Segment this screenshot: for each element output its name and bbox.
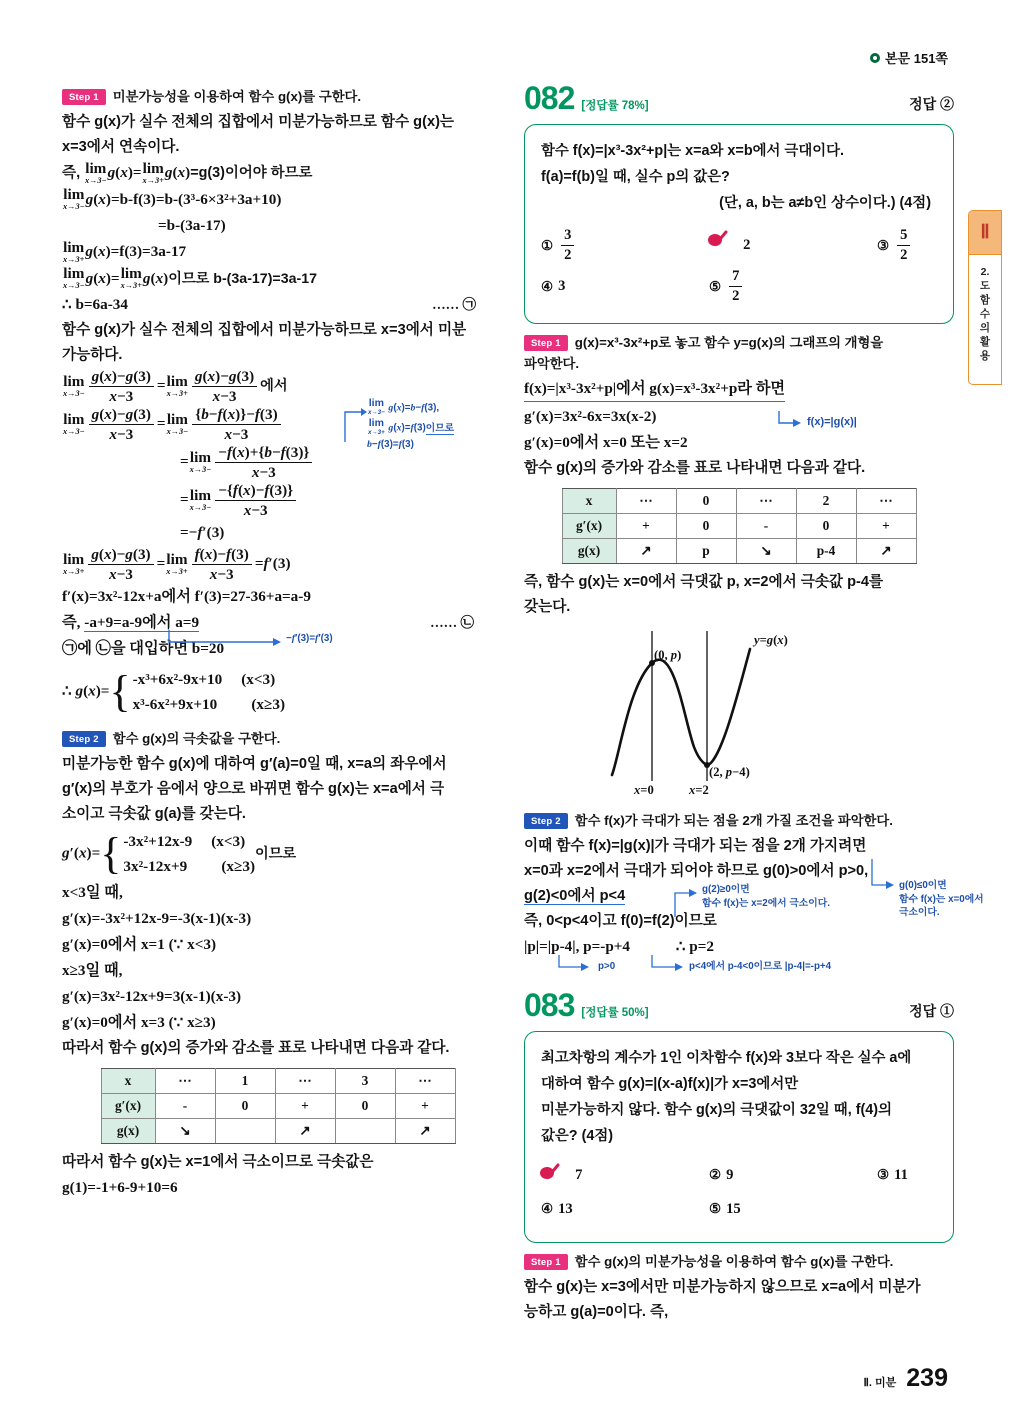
table-cell: - <box>155 1094 215 1119</box>
step-1-header <box>524 333 954 352</box>
solution-equation: ㉠에 ㉡을 대입하면 b=20 <box>62 640 225 658</box>
table-cell: 3 <box>335 1069 395 1094</box>
question-line: 값은? (4점) <box>541 1128 614 1144</box>
check-mark-icon <box>539 1162 561 1184</box>
note-line: g(0)≤0이면 <box>899 880 947 891</box>
table-cell: ↗ <box>395 1119 455 1144</box>
solution-equation: lim x→3− $\frac{g(x)-g(3)}{x-3}$ = lim x→3− $\frac{\{b-f(x)\}-f(3)}{x-3}$ <box>62 406 494 443</box>
solution-equation: =−f′(3) <box>180 524 225 542</box>
solution-equation: = lim x→3− $\frac{-\{f(x)-f(3)\}}{x-3}$ <box>62 482 494 519</box>
table-cell: ↗ <box>616 539 676 564</box>
side-tab-char: 2. <box>980 266 990 278</box>
problem-083-question-box <box>524 1031 954 1243</box>
choice-denominator: 2 <box>732 288 740 304</box>
table-cell: 0 <box>335 1094 395 1119</box>
solution-line-text: x=0과 x=2에서 극대가 되어야 하므로 g(0)>0에서 p>0, <box>524 863 869 879</box>
choice-value: 2 <box>743 237 751 253</box>
choice-row <box>541 1194 937 1224</box>
table-cell: - <box>736 514 796 539</box>
question-line: 함수 f(x)=|x³-3x²+p|는 x=a와 x=b에서 극대이다. <box>541 143 845 159</box>
choice-id: ③ <box>877 237 890 253</box>
solution-line: x=3에서 연속이다. <box>62 139 180 155</box>
solution-equation: lim x→3+ $\frac{g(x)-g(3)}{x-3}$ = lim x→3+ $\frac{f(x)-f(3)}{x-3}$ =f′(3) <box>63 546 291 584</box>
step-chip: Step 2 <box>62 731 106 747</box>
left-column <box>62 78 494 1201</box>
choice-numerator: 5 <box>897 227 910 246</box>
problem-number: 083 <box>524 987 575 1023</box>
answer-label: 정답 ① <box>909 1003 954 1019</box>
blue-annotation-left <box>702 883 892 910</box>
piecewise-row: x³-6x²+9x+10 (x≥3) <box>132 696 286 714</box>
page-header-reference <box>870 48 948 67</box>
solution-equation: x<3일 때, <box>62 884 123 902</box>
solution-equation: =b-(3a-17) <box>158 217 226 235</box>
problem-082-question-box <box>524 124 954 324</box>
eq-body: =f(3)=3a-17 <box>110 243 187 261</box>
choice-option-4[interactable] <box>541 268 709 305</box>
callout-arrow-icon <box>869 859 899 893</box>
solution-equation: lim x→3− $\frac{g(x)-g(3)}{x-3}$ = lim x→3+ $\frac{g(x)-g(3)}{x-3}$ 에서 <box>63 368 288 406</box>
solution-line: 함수 g(x)는 x=3에서만 미분가능하지 않으므로 x=a에서 미분가 <box>524 1279 921 1295</box>
step-title: 함수 g(x)의 극솟값을 구한다. <box>112 731 281 747</box>
eq-body: -a+9=a-9에서 a=9 <box>84 614 200 632</box>
table-cell: p-4 <box>796 539 856 564</box>
solution-equation-piecewise: g′(x)= { -3x²+12x-9 (x<3) 3x²-12x+9 (x≥3) 이므로 <box>62 828 297 878</box>
solution-line: 따라서 함수 g(x)의 증가와 감소를 표로 나타내면 다음과 같다. <box>62 1040 450 1057</box>
eq-suffix: 에서 <box>260 378 288 395</box>
table-cell <box>215 1119 275 1144</box>
eq-tag: …… ㉠ <box>432 297 476 313</box>
solution-line: 능하고 g(a)=0이다. 즉, <box>524 1304 669 1320</box>
solution-equation <box>62 292 494 317</box>
check-mark-icon <box>707 229 729 251</box>
step-chip: Step 1 <box>524 1254 568 1270</box>
note-line: lim x→3+ g(x)=f(3)이므로 <box>368 417 455 437</box>
choice-option-2[interactable] <box>709 227 877 264</box>
chapter-side-tab <box>968 210 1002 385</box>
blue-annotation: −f′(3)=f′(3) <box>286 633 333 645</box>
solution-equation: g′(x)=0에서 x=1 (∵ x<3) <box>62 936 217 954</box>
eq-prefix: 즉, <box>62 614 81 632</box>
graph-label-x0: x=0 <box>634 783 654 797</box>
variation-table-082 <box>562 488 917 564</box>
correct-rate: [정답률 78%] <box>581 100 649 112</box>
eq-suffix: 이므로 b-(3a-17)=3a-17 <box>168 270 317 287</box>
step-title: 미분가능성을 이용하여 함수 g(x)를 구한다. <box>112 89 362 104</box>
eq-suffix: 이므로 <box>255 845 297 862</box>
blue-annotation <box>367 398 454 452</box>
table-row-head: g′(x) <box>101 1094 155 1119</box>
table-cell: + <box>275 1094 335 1119</box>
choice-option-5[interactable] <box>709 1194 877 1224</box>
table-cell: ⋯ <box>856 489 916 514</box>
choice-id: ⑤ <box>709 1201 722 1216</box>
choice-row <box>541 1160 937 1190</box>
step-title: g(x)=x³-3x²+p로 놓고 함수 y=g(x)의 그래프의 개형을 <box>574 335 884 350</box>
footer-chapter: Ⅱ. 미분 <box>863 1377 897 1389</box>
solution-equation: g(1)=-1+6-9+10=6 <box>62 1179 178 1197</box>
solution-equation: x≥3일 때, <box>62 962 123 980</box>
piecewise-row: -x³+6x²-9x+10 (x<3) <box>132 671 276 689</box>
step-title: 함수 f(x)가 극대가 되는 점을 2개 가질 조건을 파악한다. <box>574 813 893 828</box>
table-cell: + <box>395 1094 455 1119</box>
table-cell: 0 <box>676 514 736 539</box>
table-cell: 2 <box>796 489 856 514</box>
graph-label-max: (0, p) <box>654 648 682 662</box>
solution-line: 함수 g(x)가 실수 전체의 집합에서 미분가능하므로 x=3에서 미분 <box>62 322 467 339</box>
choice-option-3[interactable] <box>877 1160 908 1190</box>
table-row-head: g(x) <box>101 1119 155 1144</box>
table-row <box>562 514 916 539</box>
table-row <box>101 1094 455 1119</box>
solution-line: g′(x)의 부호가 음에서 양으로 바뀌면 함수 g(x)는 x=a에서 극 <box>62 781 445 798</box>
step-title-cont: 파악한다. <box>524 356 580 371</box>
eq-prefix: 즉, <box>62 165 81 181</box>
note-line: 함수 f(x)는 x=2에서 극소이다. <box>702 897 830 909</box>
piecewise-row: -3x²+12x-9 (x<3) <box>123 833 246 851</box>
footer-page-number: 239 <box>906 1364 948 1392</box>
solution-line: 함수 g(x)의 증가와 감소를 표로 나타내면 다음과 같다. <box>524 460 866 476</box>
table-cell: ⋯ <box>395 1069 455 1094</box>
solution-line: 즉, 함수 g(x)는 x=0에서 극댓값 p, x=2에서 극솟값 p-4를 <box>524 574 884 590</box>
choice-denominator: 2 <box>900 247 908 263</box>
solution-equation: g′(x)=0에서 x=0 또는 x=2 <box>524 434 688 451</box>
choice-id: ② <box>709 1167 722 1182</box>
table-cell: 0 <box>215 1094 275 1119</box>
eq-suffix: =g(3)이어야 하므로 <box>190 165 313 181</box>
table-cell: + <box>856 514 916 539</box>
choice-numerator: 3 <box>561 227 574 246</box>
ring-icon <box>870 53 880 63</box>
choice-id: ③ <box>877 1167 890 1182</box>
solution-equation: lim x→3+ g(x)=f(3)=3a-17 <box>63 238 187 264</box>
table-cell: p <box>676 539 736 564</box>
problem-083-header <box>524 987 954 1024</box>
answer-label: 정답 ② <box>909 96 954 112</box>
choice-value: 15 <box>726 1200 741 1217</box>
choice-value: 11 <box>894 1166 908 1183</box>
solution-line: 갖는다. <box>524 599 571 615</box>
table-row <box>562 489 916 514</box>
table-cell: ↘ <box>736 539 796 564</box>
step-chip: Step 1 <box>62 89 106 105</box>
step-1-header <box>62 87 494 106</box>
page-footer <box>864 1364 949 1393</box>
question-line: 대하여 함수 g(x)=|(x-a)f(x)|가 x=3에서만 <box>541 1076 799 1092</box>
graph-label-x2: x=2 <box>689 783 709 797</box>
choice-value: 13 <box>558 1200 573 1217</box>
correct-rate: [정답률 50%] <box>581 1007 649 1019</box>
choice-option-4[interactable] <box>541 1194 709 1224</box>
table-row <box>101 1119 455 1144</box>
step-title: 함수 g(x)의 미분가능성을 이용하여 함수 g(x)를 구한다. <box>574 1254 894 1269</box>
note-line: 함수 f(x)는 x=0에서 <box>899 893 984 905</box>
choice-id: ④ <box>541 278 554 294</box>
step-chip: Step 2 <box>524 813 568 829</box>
choice-row <box>541 227 937 264</box>
blue-annotation: f(x)=|g(x)| <box>807 416 857 428</box>
problem-082-header <box>524 80 954 117</box>
table-cell: ⋯ <box>616 489 676 514</box>
graph-label-curve: y=g(x) <box>754 633 788 647</box>
right-column <box>524 78 984 1325</box>
solution-equation-piecewise: ∴ g(x)= { -x³+6x²-9x+10 (x<3) x³-6x²+9x+10 (x≥3) <box>62 666 286 716</box>
cubic-graph-figure <box>524 623 954 801</box>
choice-option-1[interactable] <box>541 227 709 264</box>
variation-table-left <box>101 1068 456 1144</box>
table-row <box>562 539 916 564</box>
piecewise-row: 3x²-12x+9 (x≥3) <box>123 858 256 876</box>
table-cell: ↗ <box>856 539 916 564</box>
choice-denominator: 2 <box>564 247 572 263</box>
solution-equation: 즉, lim x→3− g(x)= lim x→3+ g(x)=g(3)이어야 하므로 <box>62 159 313 185</box>
problem-number: 082 <box>524 80 575 116</box>
table-cell: ↘ <box>155 1119 215 1144</box>
solution-line: 소이고 극솟값 g(a)를 갖는다. <box>62 806 246 823</box>
table-cell <box>335 1119 395 1144</box>
solution-equation: g′(x)=-3x²+12x-9=-3(x-1)(x-3) <box>62 910 252 928</box>
step-1-header <box>524 1252 954 1271</box>
side-tab-char: 의 <box>979 322 991 334</box>
choice-option-2[interactable] <box>709 1160 877 1190</box>
table-cell: ↗ <box>275 1119 335 1144</box>
choice-list <box>541 227 937 305</box>
choice-value: 7 <box>575 1166 583 1183</box>
solution-line-text: g(2)<0에서 p<4 <box>524 888 626 904</box>
solution-equation: g′(x)=3x²-6x=3x(x-2) <box>524 408 657 425</box>
graph-label-min: (2, p−4) <box>709 765 750 779</box>
note-line: lim x→3− g(x)=b−f(3), <box>368 397 440 417</box>
table-cell: + <box>616 514 676 539</box>
table-cell: ⋯ <box>155 1069 215 1094</box>
question-line: f(a)=f(b)일 때, 실수 p의 값은? <box>541 169 730 185</box>
solution-equation: = lim x→3− $\frac{-f(x)+\{b-f(3)\}}{x-3}$ <box>62 444 494 481</box>
blue-annotation-right <box>899 879 1014 920</box>
choice-id: ④ <box>541 1201 554 1216</box>
choice-id: ① <box>541 237 554 253</box>
solution-line: 이때 함수 f(x)=|g(x)|가 극대가 되는 점을 2개 가지려면 <box>524 838 867 854</box>
callout-arrow-icon <box>672 887 702 921</box>
step-2-header <box>62 729 494 748</box>
eq-body: =b-f(3)=b-(3³-6×3²+3a+10) <box>110 190 282 208</box>
table-row-head: g′(x) <box>562 514 616 539</box>
table-cell: ⋯ <box>275 1069 335 1094</box>
solution-equation: lim x→3− g(x)= lim x→3+ g(x)이므로 b-(3a-17)=3a-17 <box>63 265 317 291</box>
choice-list <box>541 1160 937 1224</box>
solution-equation: g′(x)=3x²-12x+9=3(x-1)(x-3) <box>62 988 242 1006</box>
choice-numerator: 7 <box>729 268 742 287</box>
table-row <box>101 1069 455 1094</box>
side-tab-char: 용 <box>979 350 991 362</box>
solution-line: 즉, 0<p<4이고 f(0)=f(2)이므로 <box>524 913 717 929</box>
blue-annotation: p<4에서 p-4<0이므로 |p-4|=-p+4 <box>689 961 832 972</box>
solution-equation: g′(x)=0에서 x=3 (∵ x≥3) <box>62 1014 216 1032</box>
callout-arrow-icon <box>343 404 369 446</box>
solution-equation: f(x)=|x³-3x²+p|에서 g(x)=x³-3x²+p라 하면 <box>524 376 785 402</box>
note-line: g(2)≥0이면 <box>702 884 750 895</box>
eq-conclusion: ∴ p=2 <box>675 938 714 955</box>
choice-value: 9 <box>726 1166 734 1183</box>
choice-option-3[interactable] <box>877 227 913 264</box>
callout-arrow-icon <box>776 410 806 432</box>
solution-line: 미분가능한 함수 g(x)에 대하여 g′(a)=0일 때, x=a의 좌우에서 <box>62 756 447 773</box>
callout-arrow-icon <box>167 628 287 654</box>
side-tab-char: 활 <box>979 336 991 348</box>
question-line: (단, a, b는 a≠b인 상수이다.) (4점) <box>719 195 931 211</box>
choice-option-5[interactable] <box>709 268 877 305</box>
choice-id: ⑤ <box>709 278 722 294</box>
choice-option-1[interactable] <box>541 1160 709 1190</box>
table-cell: 0 <box>796 514 856 539</box>
side-tab-char: 함 <box>979 294 991 306</box>
table-cell: ⋯ <box>736 489 796 514</box>
note-line: 극소이다. <box>899 907 940 918</box>
solution-equation: f′(x)=3x²-12x+a에서 f′(3)=27-36+a=a-9 <box>62 588 311 606</box>
question-line: 최고차항의 계수가 1인 이차함수 f(x)와 3보다 작은 실수 a에 <box>541 1050 912 1066</box>
choice-row <box>541 268 937 305</box>
step-2-header <box>524 811 954 830</box>
solution-equation: lim x→3− g(x)=b-f(3)=b-(3³-6×3²+3a+10) <box>63 186 282 212</box>
table-row-head: g(x) <box>562 539 616 564</box>
table-row-head: x <box>562 489 616 514</box>
note-line: b−f(3)=f(3) <box>367 439 414 451</box>
side-tab-title <box>969 255 1001 363</box>
eq-body: |p|=|p-4|, p=-p+4 <box>524 938 631 955</box>
side-tab-roman: Ⅱ <box>969 211 1001 255</box>
solution-line: 가능하다. <box>62 347 123 364</box>
question-line: 미분가능하지 않다. 함수 g(x)의 극댓값이 32일 때, f(4)의 <box>541 1102 892 1118</box>
solution-line: 따라서 함수 g(x)는 x=1에서 극소이므로 극솟값은 <box>62 1154 374 1171</box>
eq-body: ∴ b=6a-34 <box>62 296 128 314</box>
choice-value: 3 <box>558 278 566 294</box>
table-cell: 0 <box>676 489 736 514</box>
eq-tag: …… ㉡ <box>430 615 474 631</box>
cubic-curve <box>612 649 750 775</box>
side-tab-char: 수 <box>979 308 991 320</box>
blue-annotation: p>0 <box>598 961 616 972</box>
table-row-head: x <box>101 1069 155 1094</box>
table-cell: 1 <box>215 1069 275 1094</box>
step-chip: Step 1 <box>524 335 568 351</box>
header-ref-text: 본문 151쪽 <box>885 51 948 66</box>
solution-line: 함수 g(x)가 실수 전체의 집합에서 미분가능하므로 함수 g(x)는 <box>62 114 455 130</box>
side-tab-char: 도 <box>979 280 991 292</box>
